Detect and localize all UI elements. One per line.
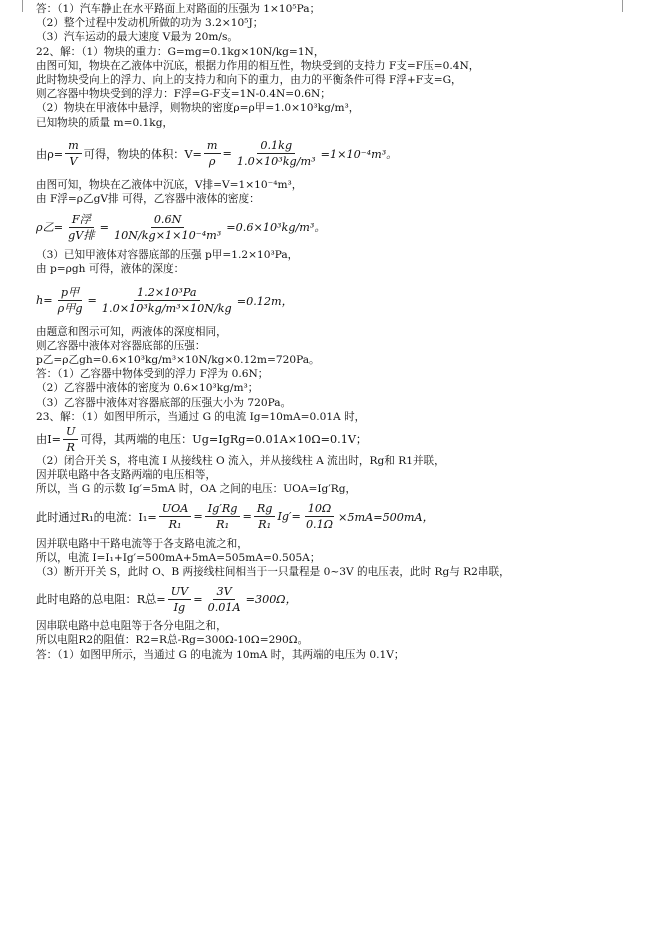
fraction-numerator: Rg — [254, 502, 276, 517]
formula-depth — [36, 277, 636, 325]
formula-result: =0.12m， — [236, 294, 293, 308]
fraction-denominator: 0.1Ω — [305, 518, 334, 532]
formula-text: 可得，物块的体积：V= — [83, 147, 202, 161]
text-line: 则乙容器中液体对容器底部的压强： — [36, 339, 206, 352]
formula-prefix: 此时通过R₁的电流：I₁= — [36, 510, 157, 524]
text-line: 23、解：（1）如图甲所示，当通过 G 的电流 Ig=10mA=0.01A 时， — [36, 410, 366, 423]
text-line: 答：（1）如图甲所示，当通过 G 的电流为 10mA 时，其两端的电压为 0.1V； — [36, 648, 405, 661]
fraction-numerator: 3V — [213, 585, 234, 600]
text-line: 所以电阻R2的阻值：R2=R总-Rg=300Ω-10Ω=290Ω。 — [36, 634, 309, 647]
formula-result: =1×10⁻⁴m³。 — [320, 147, 398, 161]
formula-equals: = — [193, 592, 203, 606]
formula-prefix: h= — [36, 294, 53, 308]
fraction-denominator: Ig — [173, 600, 186, 614]
formula-equals: = — [99, 220, 109, 234]
fraction-numerator: m — [204, 139, 221, 154]
fraction-numerator: Ig′Rg — [205, 502, 241, 517]
fraction-denominator: 1.0×10³kg/m³ — [236, 155, 316, 169]
formula-prefix: 由ρ= — [36, 147, 64, 161]
text-line: 因并联电路中各支路两端的电压相等， — [36, 469, 217, 482]
fraction-numerator: p甲 — [58, 286, 82, 301]
solution-text — [36, 2, 636, 662]
text-line: 因并联电路中干路电流等于各支路电流之和， — [36, 537, 248, 550]
page-corner-mark-left — [22, 0, 23, 12]
formula-density — [36, 206, 636, 248]
fraction-numerator: 1.2×10³Pa — [134, 286, 200, 301]
fraction-denominator: R₁ — [216, 518, 230, 532]
text-line: 此时物块受向上的浮力、向上的支持力和向下的重力，由力的平衡条件可得 F浮+F支=G， — [36, 74, 462, 87]
text-line: 22、解：（1）物块的重力：G=mg=0.1kg×10N/kg=1N， — [36, 45, 325, 58]
fraction — [55, 286, 86, 315]
fraction — [99, 286, 235, 315]
fraction-denominator: R₁ — [168, 518, 182, 532]
text-line: 由图可知，物块在乙液体中沉底，根据力作用的相互性，物块受到的支持力 F支=F压=0.4N， — [36, 59, 480, 72]
fraction-denominator: ρ甲g — [57, 302, 83, 316]
text-line: 由 p=ρgh 可得，液体的深度： — [36, 263, 185, 276]
text-line: （2）物块在甲液体中悬浮，则物块的密度ρ=ρ甲=1.0×10³kg/m³， — [36, 102, 360, 115]
fraction-denominator: ρ — [208, 155, 216, 169]
fraction — [234, 139, 319, 168]
formula-prefix: 由I= — [36, 433, 61, 447]
text-line: 答：（1）乙容器中物体受到的浮力 F浮为 0.6N； — [36, 368, 269, 381]
fraction-numerator: UOA — [159, 502, 192, 517]
text-line: 由 F浮=ρ乙gV排 可得，乙容器中液体的密度： — [36, 193, 260, 206]
fraction — [63, 425, 78, 454]
fraction — [111, 213, 224, 242]
formula-result: =300Ω， — [245, 593, 297, 607]
text-line: 则乙容器中物块受到的浮力：F浮=G-F支=1N-0.4N=0.6N； — [36, 88, 331, 101]
fraction-denominator: 1.0×10³kg/m³×10N/kg — [101, 302, 232, 316]
formula-equals: = — [193, 510, 203, 524]
fraction-numerator: 0.6N — [151, 213, 185, 228]
formula-prefix: ρ乙= — [36, 221, 64, 235]
text-line: 所以，当 G 的示数 Ig′=5mA 时，OA 之间的电压：UOA=Ig′Rg， — [36, 483, 357, 496]
fraction — [254, 502, 276, 531]
text-line: （3）乙容器中液体对容器底部的压强大小为 720Pa。 — [36, 396, 292, 409]
fraction-denominator: 10N/kg×1×10⁻⁴m³ — [113, 228, 222, 242]
text-line: （3）断开开关 S，此时 O、B 两接线柱间相当于一只量程是 0~3V 的电压表，此时 Rg与 R2串联， — [36, 566, 510, 579]
fraction-denominator: R — [66, 440, 75, 454]
formula-result: =0.6×10³kg/m³。 — [226, 221, 326, 235]
fraction-denominator: gV排 — [68, 228, 95, 242]
text-line: （2）整个过程中发动机所做的功为 3.2×10⁵J； — [36, 17, 264, 30]
text-line: （3）汽车运动的最大速度 V最为 20m/s。 — [36, 31, 238, 44]
formula-current — [36, 497, 636, 537]
fraction — [65, 213, 97, 242]
fraction-numerator: UV — [168, 585, 192, 600]
formula-prefix: 此时电路的总电阻：R总= — [36, 593, 166, 607]
fraction-numerator: 10Ω — [305, 502, 335, 517]
fraction-denominator: V — [69, 155, 78, 169]
text-line: （2）闭合开关 S，将电流 I 从接线柱 O 流入，并从接线柱 A 流出时，Rg和 R1并联， — [36, 455, 445, 468]
text-line: 所以，电流 I=I₁+Ig′=500mA+5mA=505mA=0.505A； — [36, 551, 321, 564]
text-line: 由图可知，物块在乙液体中沉底，V排=V=1×10⁻⁴m³， — [36, 178, 303, 191]
fraction — [159, 502, 192, 531]
fraction-numerator: F浮 — [69, 213, 94, 228]
formula-equals: = — [242, 510, 252, 524]
formula-total-resistance — [36, 579, 636, 619]
formula-volume — [36, 130, 636, 178]
text-line: 因串联电路中总电阻等于各分电阻之和， — [36, 620, 227, 633]
formula-text: 可得，其两端的电压：Ug=IgRg=0.01A×10Ω=0.1V； — [80, 433, 368, 447]
fraction-denominator: 0.01A — [207, 600, 241, 614]
fraction-denominator: R₁ — [258, 518, 272, 532]
formula-equals: = — [87, 294, 97, 308]
text-line: 由题意和图示可知，两液体的深度相同， — [36, 325, 227, 338]
formula-voltage — [36, 424, 636, 454]
fraction — [168, 585, 192, 614]
fraction-numerator: m — [65, 139, 82, 154]
formula-result: ×5mA=500mA， — [338, 510, 434, 524]
text-line: 已知物块的质量 m=0.1kg， — [36, 116, 174, 129]
text-line: （3）已知甲液体对容器底部的压强 p甲=1.2×10³Pa， — [36, 249, 299, 262]
fraction-numerator: U — [63, 425, 78, 440]
fraction — [205, 585, 244, 614]
text-line: （2）乙容器中液体的密度为 0.6×10³kg/m³； — [36, 382, 259, 395]
fraction — [204, 139, 221, 168]
formula-equals: = — [222, 147, 232, 161]
fraction-numerator: 0.1kg — [257, 139, 295, 154]
fraction — [65, 139, 82, 168]
text-line: p乙=ρ乙gh=0.6×10³kg/m³×10N/kg×0.12m=720Pa。 — [36, 354, 320, 367]
formula-text: Ig′= — [277, 510, 301, 524]
fraction — [303, 502, 336, 531]
text-line: 答：（1）汽车静止在水平路面上对路面的压强为 1×10⁵Pa； — [36, 3, 321, 15]
fraction — [205, 502, 241, 531]
